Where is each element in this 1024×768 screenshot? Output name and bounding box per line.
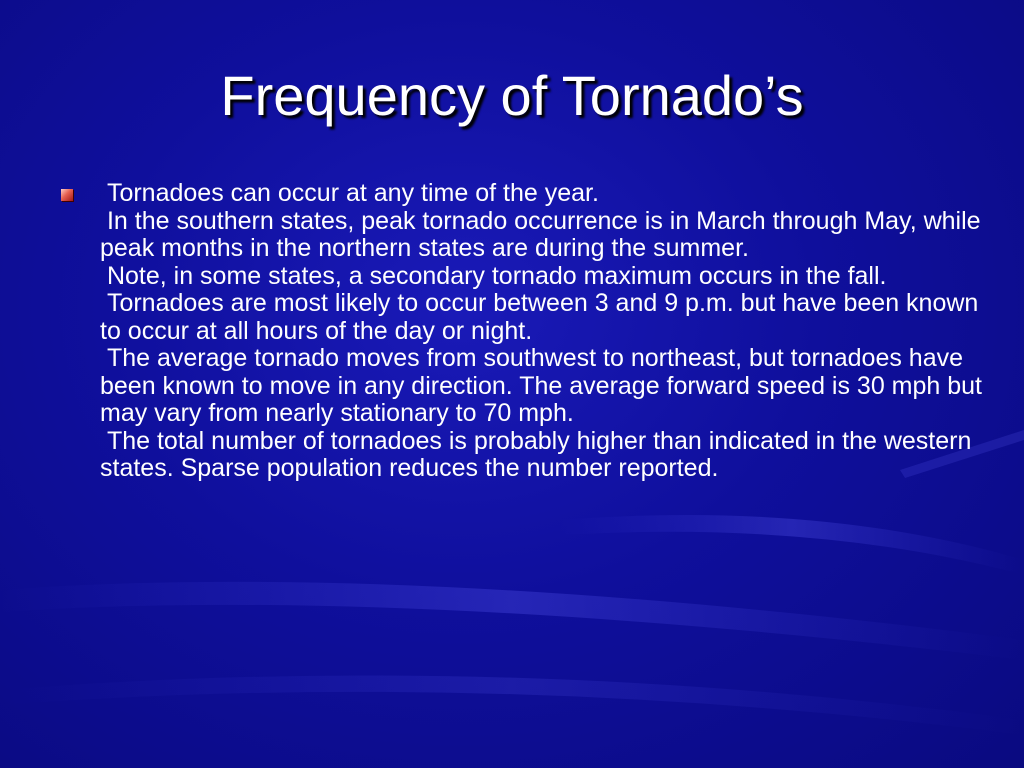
bullet-text-line: Note, in some states, a secondary tornado maximum occurs in the fall. <box>100 261 887 290</box>
bullet-text-line: Tornadoes are most likely to occur between 3 and 9 p.m. but have been known to occur at all hours of the day or night. <box>100 289 986 345</box>
bullet-item <box>60 180 990 483</box>
bullet-text-line: The total number of tornadoes is probably higher than indicated in the western states. Sparse population reduces the number reported. <box>100 426 979 482</box>
bullet-text-line: In the southern states, peak tornado occurrence is in March through May, while peak months in the northern states are during the summer. <box>100 206 988 262</box>
bullet-list <box>60 180 990 483</box>
slide-title: Frequency of Tornado’s <box>220 64 804 127</box>
bullet-text-line: Tornadoes can occur at any time of the year. <box>100 179 599 207</box>
bullet-text-line: The average tornado moves from southwest to northeast, but tornadoes have been known to move in any direction. The average forward speed is 30 mph but may vary from nearly stationary to 70 mph. <box>100 344 989 427</box>
square-bullet-icon <box>61 189 73 201</box>
